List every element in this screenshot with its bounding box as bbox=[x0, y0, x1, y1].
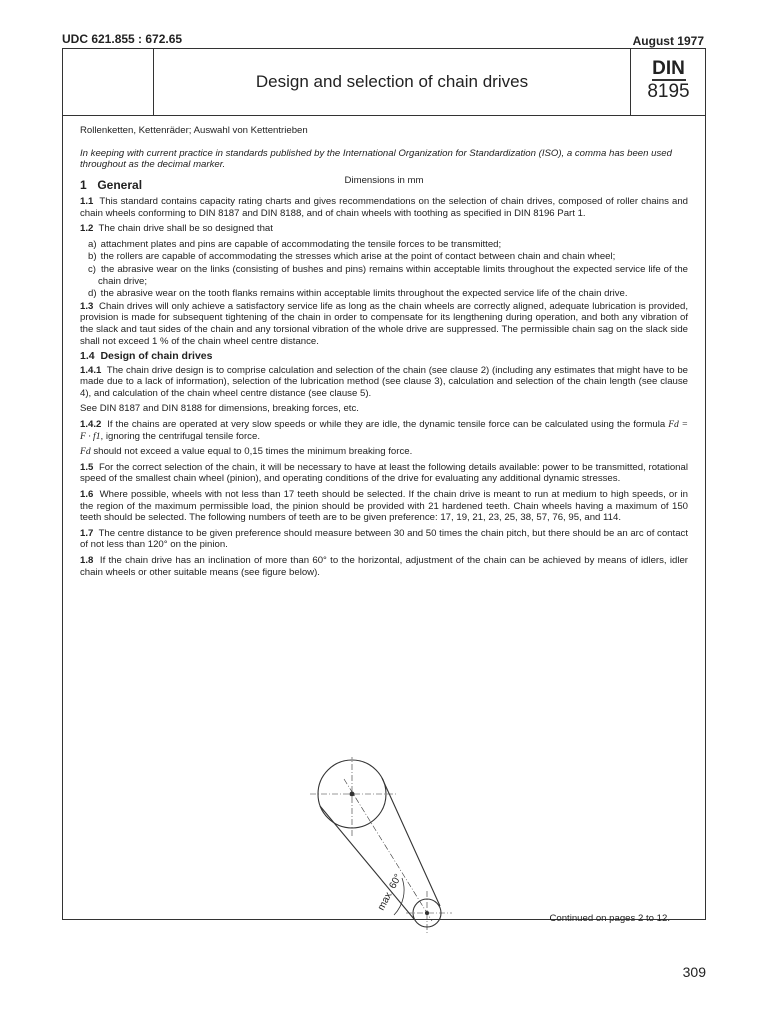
german-subtitle: Rollenketten, Kettenräder; Auswahl von Kettentrieben bbox=[80, 125, 308, 136]
list-item-c: c) the abrasive wear on the links (consisting of bushes and pins) remains within acceptable limits throughout the expected service life of the chain drive; bbox=[88, 263, 689, 287]
paragraph-fd-limit: Fd should not exceed a value equal to 0,15 times the minimum breaking force. bbox=[80, 446, 413, 458]
udc-code: UDC 621.855 : 672.65 bbox=[62, 32, 183, 46]
chain-strand-left bbox=[320, 806, 414, 919]
formula: Fd = F · f1 bbox=[80, 419, 689, 442]
continued-note: Continued on pages 2 to 12. bbox=[549, 913, 670, 924]
section-heading-general: 1 General bbox=[80, 178, 143, 193]
angle-label: max. 60° bbox=[375, 872, 405, 913]
list-item-a: a) attachment plates and pins are capable of accommodating the tensile forces to be transmitted; bbox=[88, 238, 502, 250]
paragraph-1-8: 1.8 If the chain drive has an inclination of more than 60° to the horizontal, adjustment of the chain can be achieved by means of idlers, idler chain wheels or other suitable means (see figure below). bbox=[80, 555, 688, 578]
paragraph-1-4-2: 1.4.2 If the chains are operated at very slow speeds or while they are idle, the dynamic tensile force can be calculated using the formula Fd = F · f1, ignoring the centrifugal tensile force. bbox=[80, 419, 689, 442]
reference-note: See DIN 8187 and DIN 8188 for dimensions, breaking forces, etc. bbox=[80, 403, 359, 415]
decimal-marker-notice: In keeping with current practice in standards published by the International Organization for Standardization (ISO), a comma has been used throughout as the decimal marker. bbox=[80, 147, 672, 171]
paragraph-1-6: 1.6 Where possible, wheels with not less than 17 teeth should be selected. If the chain drive is meant to run at medium to high speeds, or in the region of the maximum permissible load, the pinion should be provided with 21 hardened teeth. Chain wheels having a maximum of 150 teeth should be selected. The following numbers of teeth are to be given preference: 17, 19, 21, 23, 25, 38, 57, 76, 95, and 114. bbox=[80, 489, 688, 524]
page-number: 309 bbox=[682, 964, 706, 980]
paragraph-1-5: 1.5 For the correct selection of the chain, it will be necessary to have at least the following details available: power to be transmitted, rotational speed of the smallest chain wheel (pinion), and operating conditions of the drive for evaluating any additional dynamic stresses. bbox=[80, 461, 688, 485]
paragraph-1-3: 1.3 Chain drives will only achieve a satisfactory service life as long as the chain wheels are correctly aligned, adequate lubrication is provided, provision is made for subsequent tightening of the chain in order to compensate for its lengthening during operation, and both any vibration of the slack and taut sides of the chain and any torsional vibration of the whole drive are suppressed. The permissible chain sag on the slack side shall not exceed 1 % of the chain wheel centre distance. bbox=[80, 300, 688, 347]
din-label: DIN bbox=[652, 58, 685, 79]
issue-date: August 1977 bbox=[632, 34, 704, 48]
list-item-d: d) the abrasive wear on the tooth flanks remains within acceptable limits throughout the expected service life of the chain drive. bbox=[88, 288, 628, 300]
list-item-b: b) the rollers are capable of accommodating the stresses which arise at the point of contact between chain and chain wheel; bbox=[88, 251, 616, 263]
document-frame bbox=[62, 48, 706, 924]
paragraph-1-7: 1.7 The centre distance to be given preference should measure between 30 and 50 times the chain pitch, but there should be an arc of contact of not less than 120° on the pinion. bbox=[80, 527, 688, 551]
din-number: 8195 bbox=[647, 81, 690, 102]
paragraph-1-4-1: 1.4.1 The chain drive design is to comprise calculation and selection of the chain (see clause 2) (including any estimates that might have to be made due to a lack of information), selection of the lubrication method (see clause 3), calculation and selection of the chain length (see clause 4), and calculation of the chain wheel centre distance (see clause 5). bbox=[80, 364, 688, 399]
section-heading-design: 1.4 Design of chain drives bbox=[80, 350, 213, 363]
paragraph-1-2: 1.2 The chain drive shall be so designed that bbox=[80, 223, 273, 235]
title-block bbox=[63, 49, 705, 116]
dimensions-note: Dimensions in mm bbox=[344, 174, 424, 186]
paragraph-1-1: 1.1 This standard contains capacity rating charts and gives recommendations on the selection of chain drives, composed of roller chains and chain wheels conforming to DIN 8187 and DIN 8188, and of chain wheels with toothing as specified in DIN 8196 Part 1. bbox=[80, 195, 688, 219]
title-block-left-cell bbox=[63, 49, 154, 115]
document-body bbox=[80, 125, 689, 924]
din-block bbox=[630, 49, 706, 115]
document-title: Design and selection of chain drives bbox=[255, 72, 529, 91]
